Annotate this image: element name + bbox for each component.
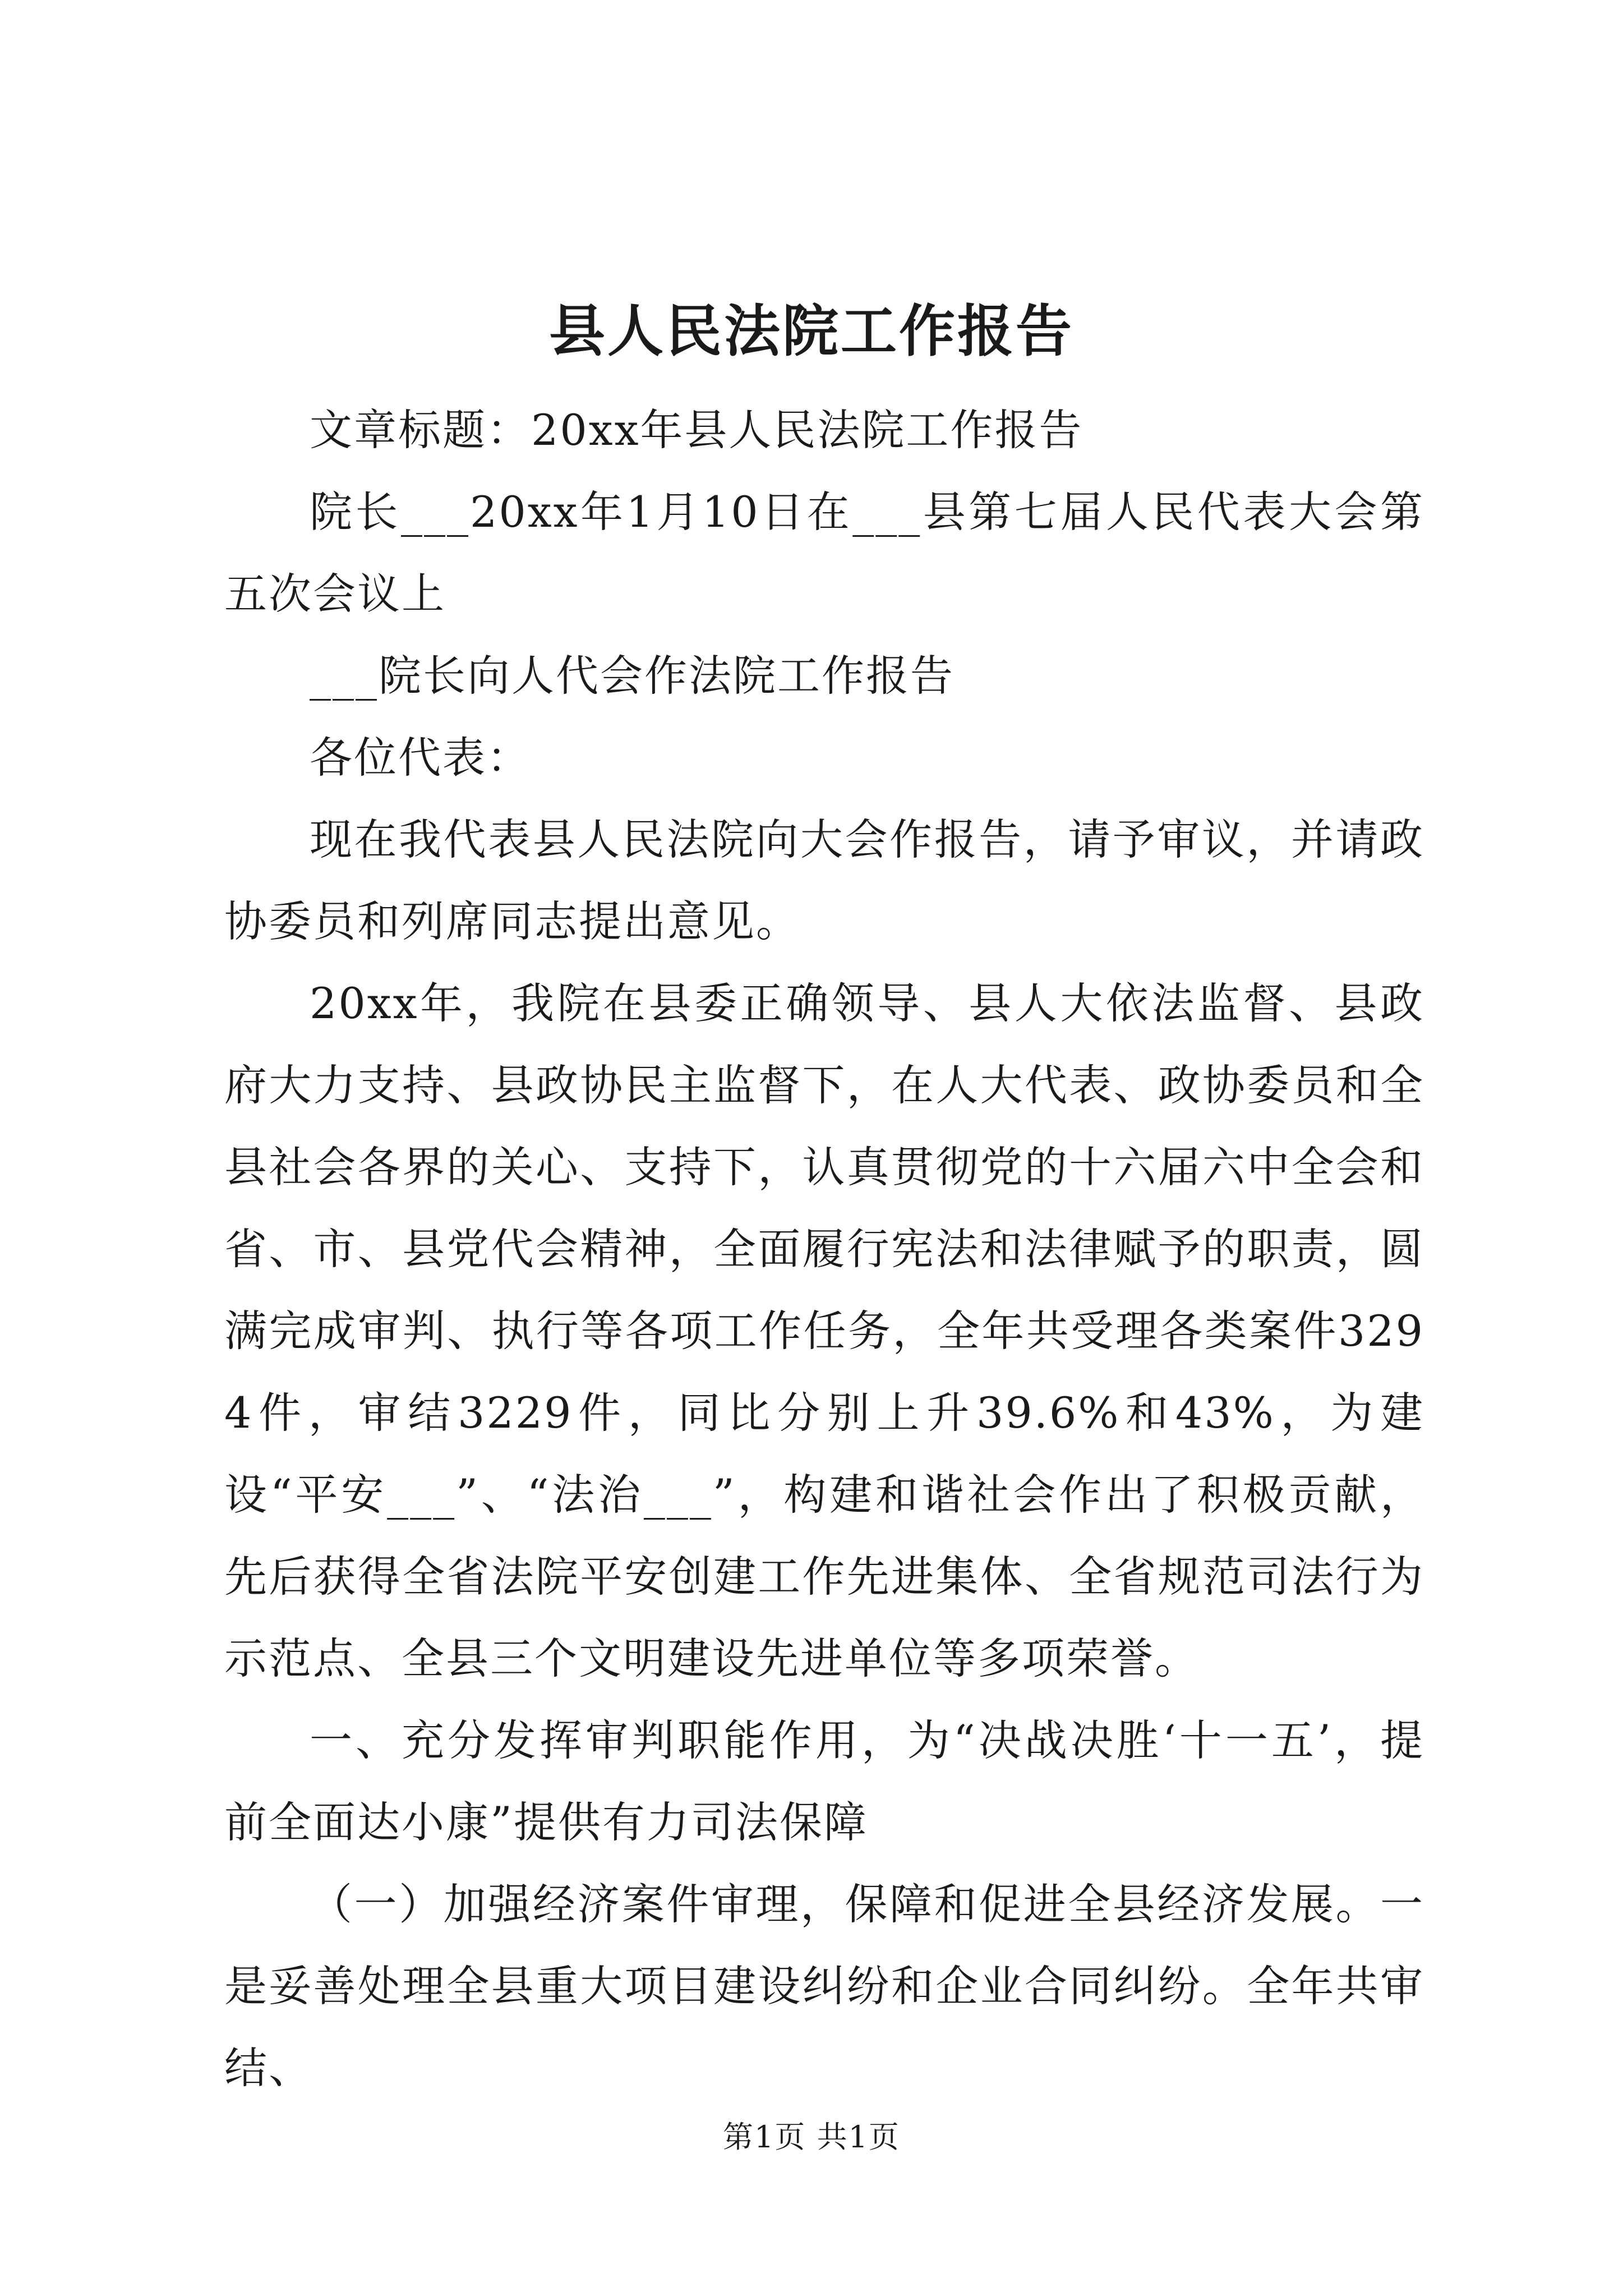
report-subtitle: ___院长向人代会作法院工作报告 [310, 651, 955, 701]
section-heading-1: 一、充分发挥审判职能作用，为“决战决胜‘十一五’，提前全面达小康”提供有力司法保障 [224, 1715, 1424, 1847]
intro-paragraph: 现在我代表县人民法院向大会作报告，请予审议，并请政协委员和列席同志提出意见。 [224, 815, 1424, 946]
page-number-footer: 第1页 共1页 [723, 2119, 900, 2155]
salutation: 各位代表： [310, 733, 531, 783]
speaker-line: 院长___20xx年1月10日在___县第七届人民代表大会第五次会议上 [224, 487, 1424, 619]
document-body [224, 389, 1424, 2109]
article-title-line: 文章标题：20xx年县人民法院工作报告 [310, 405, 1083, 455]
summary-paragraph: 20xx年，我院在县委正确领导、县人大依法监督、县政府大力支持、县政协民主监督下，在人大代表、政协委员和全县社会各界的关心、支持下，认真贯彻党的十六届六中全会和省、市、县党代会精神，全面履行宪法和法律赋予的职责，圆满完成审判、执行等各项工作任务，全年共受理各类案件3294件，审结3229件，同比分别上升39.6%和43%，为建设“平安___”、“法治___”，构建和谐社会作出了积极贡献，先后获得全省法院平安创建工作先进集体、全省规范司法行为示范点、全县三个文明建设先进单位等多项荣誉。 [224, 978, 1424, 1683]
subsection-paragraph-1: （一）加强经济案件审理，保障和促进全县经济发展。一是妥善处理全县重大项目建设纠纷和企业合同纠纷。全年共审结、 [224, 1879, 1424, 2093]
document-title: 县人民法院工作报告 [549, 298, 1074, 364]
